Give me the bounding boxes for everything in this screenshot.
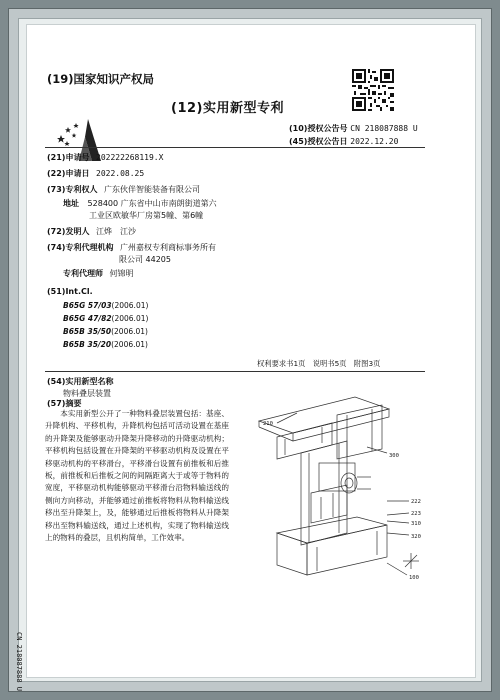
abstract-label: (57)摘要: [47, 399, 82, 408]
figure-label: 222: [411, 499, 421, 505]
patent-agent: 专利代理师 何锦明: [63, 269, 134, 278]
document-type: (12)实用新型专利: [171, 101, 284, 116]
class-item: B65G 57/03(2006.01): [63, 301, 149, 310]
patentee: (73)专利权人 广东伙伴智能装备有限公司: [47, 185, 200, 194]
figure-label: 320: [411, 534, 421, 540]
qr-code-icon: [352, 69, 394, 111]
abstract-text: 本实用新型公开了一种物料叠层装置包括：基座、升降机构、平移机构，升降机构包括可活动设置在基座的升降架及能够驱动升降架升降移动的升降驱动机构；平移机构包括设置在升降架的平移驱动机构及设置在平移驱动机构的平移滑台，平移滑台设置有前推板和后推板，前推板和后推板之间的间隔距离大于或等于物料的宽度，平移驱动机构能够驱动平移滑台沿物料输送线的侧向方向移动，并能够通过前推板将物料从物料输送线移出至升降架上，及，能够通过后推板将物料从升降架移出至物料输送线，通过上述机构，实现了物料输送线上的物料的叠层，且机构简单，工作效率。: [45, 409, 229, 543]
patent-page: [15, 24, 476, 692]
figure-label: 210: [263, 421, 273, 427]
address-line-2: 工业区欧敏华厂房第5幢、第6幢: [89, 211, 204, 220]
header-rule: [45, 147, 425, 148]
figure-label: 300: [389, 453, 399, 459]
address: 地址 528400 广东省中山市南朗街道第六: [63, 199, 217, 208]
patent-drawing: [237, 393, 457, 593]
class-item: B65B 35/20(2006.01): [63, 340, 148, 349]
agency-line-2: 限公司 44205: [119, 255, 171, 264]
figure-label: 223: [411, 511, 421, 517]
inventors: (72)发明人 江烨 江沙: [47, 227, 136, 236]
class-item: B65B 35/50(2006.01): [63, 327, 148, 336]
publication-number: (10)授权公告号 CN 218087888 U: [289, 124, 418, 133]
figure-label: 100: [409, 575, 419, 581]
figure-label: 310: [411, 521, 421, 527]
title-label: (54)实用新型名称: [47, 377, 114, 386]
agency: (74)专利代理机构 广州嘉权专利商标事务所有: [47, 243, 216, 252]
page-count-info: 权利要求书1页 说明书5页 附图3页: [257, 359, 381, 368]
intcl-label: (51)Int.Cl.: [47, 287, 93, 296]
utility-model-title: 物料叠层装置: [63, 389, 111, 398]
application-date: (22)申请日 2022.08.25: [47, 169, 145, 178]
publication-date: (45)授权公告日 2022.12.20: [289, 137, 399, 146]
class-item: B65G 47/82(2006.01): [63, 314, 149, 323]
section-rule: [45, 371, 425, 372]
application-number: (21)申请号 202222268119.X: [47, 153, 164, 162]
office-name: (19)国家知识产权局: [47, 72, 155, 86]
side-publication-code: CN 218087888 U: [15, 632, 23, 692]
